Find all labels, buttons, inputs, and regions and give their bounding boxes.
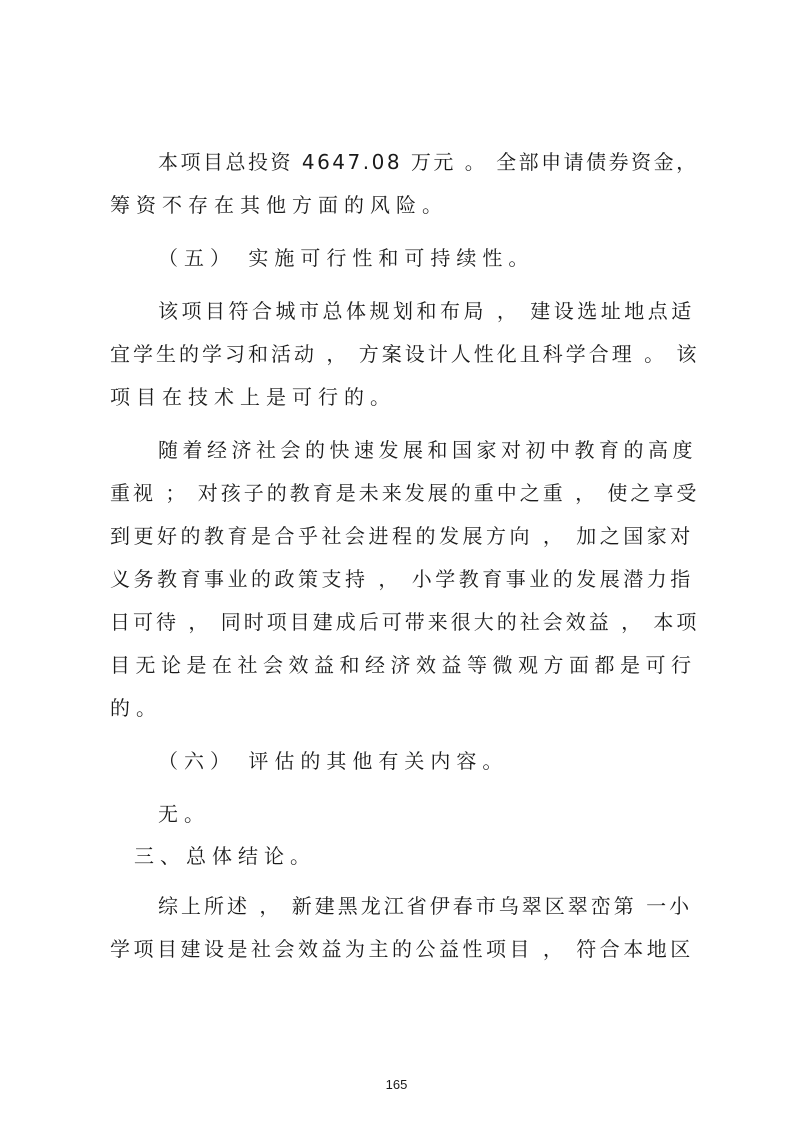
para-sustainability-line-6: 目无论是在社会效益和经济效益等微观方面都是可行 (110, 653, 697, 677)
section-heading-5: （五） 实施可行性和可持续性。 (158, 246, 535, 270)
para-feasibility-line-1: 该项目符合城市总体规划和布局 ， 建设选址地点适 (158, 299, 695, 323)
para-sustainability-line-4: 义务教育事业的政策支持 ， 小学教育事业的发展潜力指 (110, 567, 694, 591)
para-feasibility-line-2: 宜学生的学习和活动 ， 方案设计人性化且科学合理 。 该 (110, 342, 700, 366)
para-sustainability-line-5: 日可待 ， 同时项目建成后可带来很大的社会效益 ， 本项 (110, 610, 700, 634)
section-heading-conclusion: 三、总体结论。 (134, 844, 316, 868)
page-number: 165 (385, 1077, 408, 1092)
para-sustainability-line-2: 重视 ； 对孩子的教育是未来发展的重中之重 ， 使之享受 (110, 481, 700, 505)
para-sustainability-line-3: 到更好的教育是合乎社会进程的发展方向 ， 加之国家对 (110, 524, 694, 548)
para-conclusion-line-1: 综上所述 ， 新建黑龙江省伊春市乌翠区翠峦第 一小 (158, 894, 693, 918)
para-feasibility-line-3: 项目在技术上是可行的。 (110, 385, 396, 409)
para-none: 无。 (158, 802, 210, 826)
para-sustainability-line-7: 的。 (110, 696, 162, 720)
para-sustainability-line-1: 随着经济社会的快速发展和国家对初中教育的高度 (158, 438, 697, 462)
para-investment-line-1: 本项目总投资 4647.08 万元 。 全部申请债券资金， (158, 150, 699, 174)
section-heading-6: （六） 评估的其他有关内容。 (158, 749, 509, 773)
para-conclusion-line-2: 学项目建设是社会效益为主的公益性项目 ， 符合本地区 (110, 937, 694, 961)
para-investment-line-2: 筹资不存在其他方面的风险。 (110, 193, 448, 217)
